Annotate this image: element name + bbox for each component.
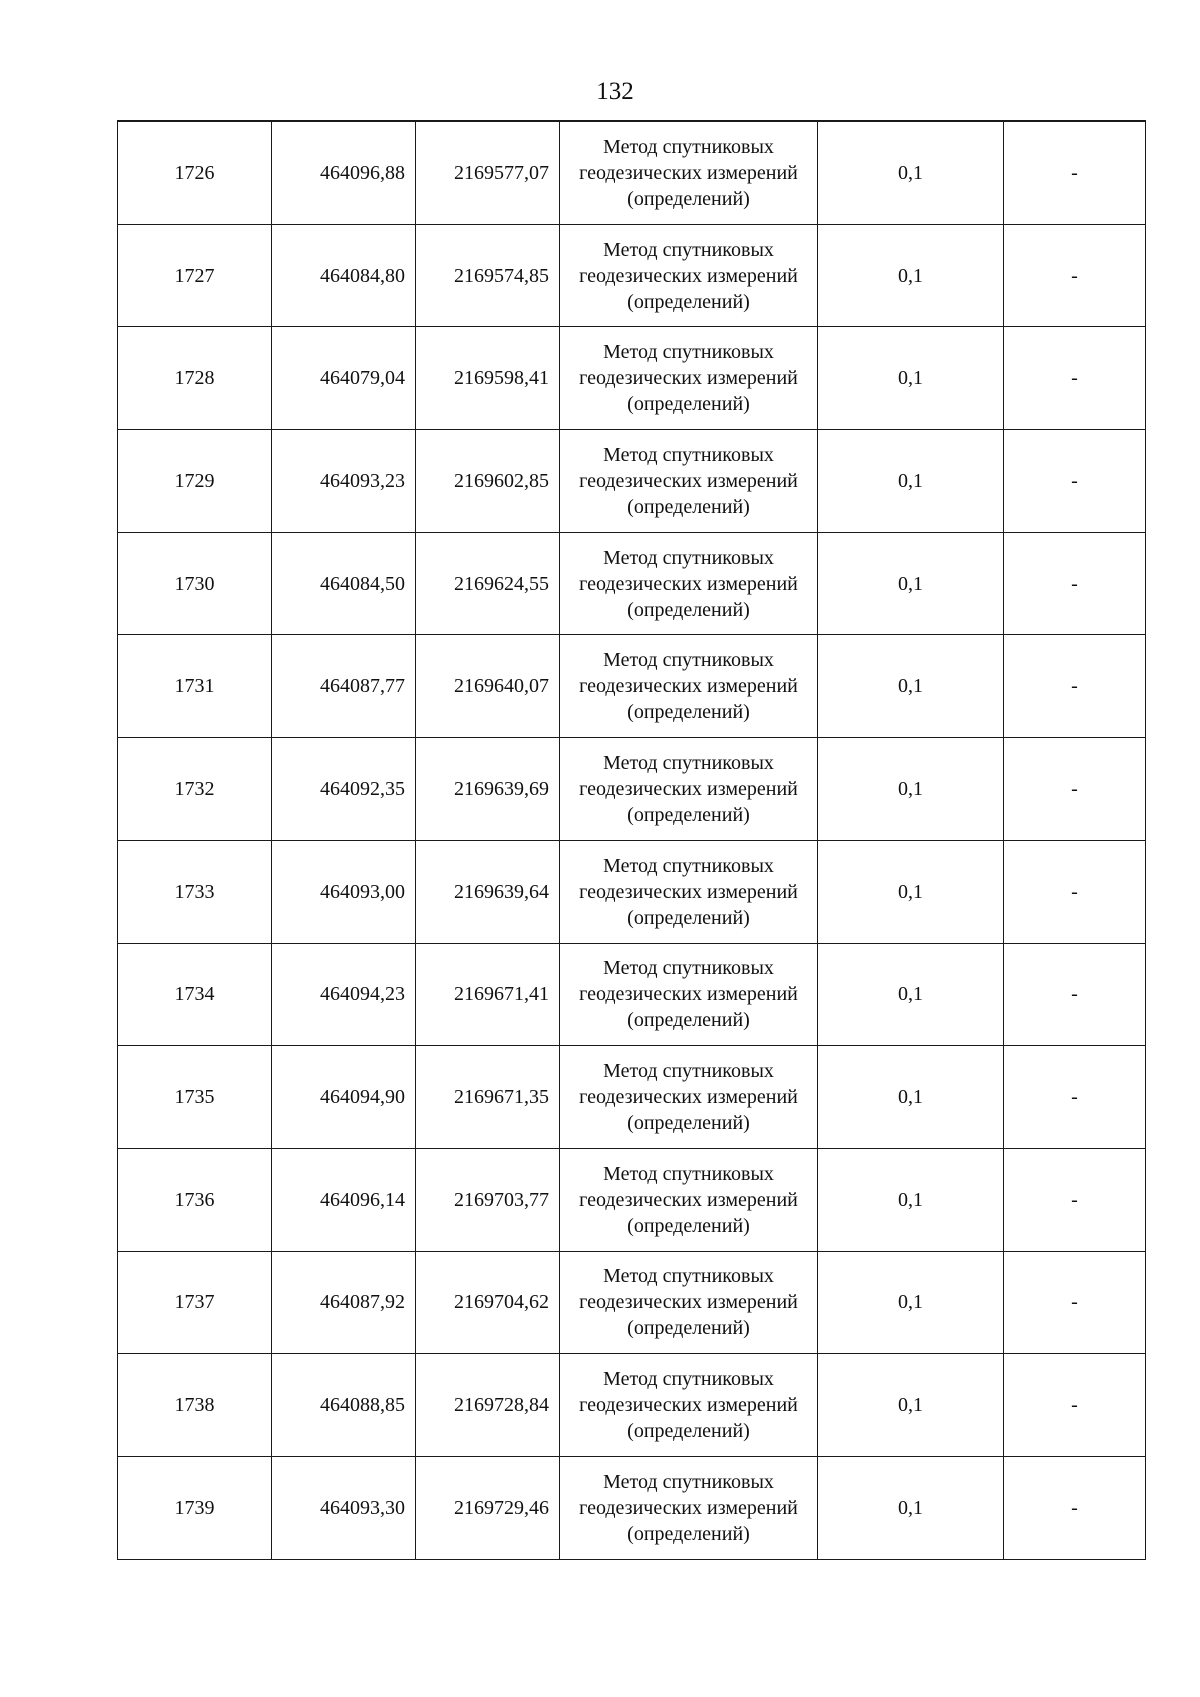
table-row bbox=[118, 121, 1146, 224]
method-line: Метод спутниковых bbox=[603, 546, 774, 569]
note-cell: - bbox=[1004, 224, 1146, 327]
accuracy-cell: 0,1 bbox=[818, 224, 1004, 327]
note-cell: - bbox=[1004, 738, 1146, 841]
accuracy-cell: 0,1 bbox=[818, 1456, 1004, 1559]
y-coordinate-cell: 2169639,69 bbox=[416, 738, 560, 841]
x-coordinate-cell: 464093,23 bbox=[272, 430, 416, 533]
table-row bbox=[118, 430, 1146, 533]
note-cell: - bbox=[1004, 1354, 1146, 1457]
page-number: 132 bbox=[596, 78, 634, 105]
method-line: Метод спутниковых bbox=[603, 957, 774, 980]
point-number-cell: 1739 bbox=[118, 1456, 272, 1559]
method-line: геодезических измерений bbox=[579, 469, 798, 492]
table-row bbox=[118, 840, 1146, 943]
x-coordinate-cell: 464084,50 bbox=[272, 532, 416, 635]
method-line: геодезических измерений bbox=[579, 367, 798, 390]
method-line: Метод спутниковых bbox=[603, 1162, 774, 1185]
table-row bbox=[118, 635, 1146, 738]
y-coordinate-cell: 2169639,64 bbox=[416, 840, 560, 943]
table-row bbox=[118, 532, 1146, 635]
x-coordinate-cell: 464093,30 bbox=[272, 1456, 416, 1559]
x-coordinate-cell: 464096,14 bbox=[272, 1148, 416, 1251]
method-line: геодезических измерений bbox=[579, 161, 798, 184]
table-body bbox=[118, 121, 1146, 1559]
method-line: геодезических измерений bbox=[579, 983, 798, 1006]
y-coordinate-cell: 2169640,07 bbox=[416, 635, 560, 738]
table-row bbox=[118, 327, 1146, 430]
method-line: (определений) bbox=[627, 598, 750, 621]
x-coordinate-cell: 464088,85 bbox=[272, 1354, 416, 1457]
y-coordinate-cell: 2169602,85 bbox=[416, 430, 560, 533]
method-line: Метод спутниковых bbox=[603, 649, 774, 672]
method-line: (определений) bbox=[627, 393, 750, 416]
method-cell bbox=[560, 1148, 818, 1251]
method-line: Метод спутниковых bbox=[603, 443, 774, 466]
table-row bbox=[118, 224, 1146, 327]
accuracy-cell: 0,1 bbox=[818, 327, 1004, 430]
x-coordinate-cell: 464094,90 bbox=[272, 1046, 416, 1149]
note-cell: - bbox=[1004, 121, 1146, 224]
method-cell bbox=[560, 224, 818, 327]
method-line: геодезических измерений bbox=[579, 572, 798, 595]
method-line: геодезических измерений bbox=[579, 1086, 798, 1109]
note-cell: - bbox=[1004, 1046, 1146, 1149]
x-coordinate-cell: 464094,23 bbox=[272, 943, 416, 1046]
note-cell: - bbox=[1004, 943, 1146, 1046]
point-number-cell: 1733 bbox=[118, 840, 272, 943]
method-cell bbox=[560, 1251, 818, 1354]
method-line: геодезических измерений bbox=[579, 880, 798, 903]
note-cell: - bbox=[1004, 1456, 1146, 1559]
method-line: Метод спутниковых bbox=[603, 1368, 774, 1391]
method-cell bbox=[560, 1046, 818, 1149]
method-line: (определений) bbox=[627, 1522, 750, 1545]
accuracy-cell: 0,1 bbox=[818, 1354, 1004, 1457]
method-line: (определений) bbox=[627, 1317, 750, 1340]
note-cell: - bbox=[1004, 430, 1146, 533]
method-line: (определений) bbox=[627, 495, 750, 518]
method-cell bbox=[560, 738, 818, 841]
method-line: Метод спутниковых bbox=[603, 238, 774, 261]
y-coordinate-cell: 2169728,84 bbox=[416, 1354, 560, 1457]
y-coordinate-cell: 2169598,41 bbox=[416, 327, 560, 430]
method-line: (определений) bbox=[627, 701, 750, 724]
table-row bbox=[118, 738, 1146, 841]
method-line: Метод спутниковых bbox=[603, 751, 774, 774]
note-cell: - bbox=[1004, 532, 1146, 635]
method-line: Метод спутниковых bbox=[603, 341, 774, 364]
note-cell: - bbox=[1004, 840, 1146, 943]
y-coordinate-cell: 2169671,35 bbox=[416, 1046, 560, 1149]
point-number-cell: 1727 bbox=[118, 224, 272, 327]
x-coordinate-cell: 464079,04 bbox=[272, 327, 416, 430]
method-cell bbox=[560, 635, 818, 738]
method-line: (определений) bbox=[627, 290, 750, 313]
method-line: Метод спутниковых bbox=[603, 135, 774, 158]
method-cell bbox=[560, 327, 818, 430]
method-line: (определений) bbox=[627, 1214, 750, 1237]
method-line: Метод спутниковых bbox=[603, 1060, 774, 1083]
y-coordinate-cell: 2169624,55 bbox=[416, 532, 560, 635]
method-line: геодезических измерений bbox=[579, 1394, 798, 1417]
point-number-cell: 1734 bbox=[118, 943, 272, 1046]
point-number-cell: 1729 bbox=[118, 430, 272, 533]
method-line: (определений) bbox=[627, 1009, 750, 1032]
note-cell: - bbox=[1004, 327, 1146, 430]
x-coordinate-cell: 464084,80 bbox=[272, 224, 416, 327]
y-coordinate-cell: 2169704,62 bbox=[416, 1251, 560, 1354]
x-coordinate-cell: 464087,92 bbox=[272, 1251, 416, 1354]
table-row bbox=[118, 1456, 1146, 1559]
method-cell bbox=[560, 430, 818, 533]
accuracy-cell: 0,1 bbox=[818, 121, 1004, 224]
accuracy-cell: 0,1 bbox=[818, 943, 1004, 1046]
table-row bbox=[118, 1046, 1146, 1149]
accuracy-cell: 0,1 bbox=[818, 1148, 1004, 1251]
table-row bbox=[118, 1251, 1146, 1354]
method-line: геодезических измерений bbox=[579, 1496, 798, 1519]
accuracy-cell: 0,1 bbox=[818, 635, 1004, 738]
point-number-cell: 1737 bbox=[118, 1251, 272, 1354]
method-cell bbox=[560, 121, 818, 224]
coordinates-table bbox=[117, 120, 1146, 1560]
method-line: Метод спутниковых bbox=[603, 854, 774, 877]
note-cell: - bbox=[1004, 635, 1146, 738]
point-number-cell: 1731 bbox=[118, 635, 272, 738]
method-line: (определений) bbox=[627, 803, 750, 826]
method-line: Метод спутниковых bbox=[603, 1470, 774, 1493]
method-cell bbox=[560, 532, 818, 635]
method-line: (определений) bbox=[627, 1420, 750, 1443]
point-number-cell: 1726 bbox=[118, 121, 272, 224]
method-line: геодезических измерений bbox=[579, 1291, 798, 1314]
accuracy-cell: 0,1 bbox=[818, 430, 1004, 533]
point-number-cell: 1732 bbox=[118, 738, 272, 841]
method-line: Метод спутниковых bbox=[603, 1265, 774, 1288]
y-coordinate-cell: 2169729,46 bbox=[416, 1456, 560, 1559]
table-row bbox=[118, 943, 1146, 1046]
y-coordinate-cell: 2169671,41 bbox=[416, 943, 560, 1046]
point-number-cell: 1730 bbox=[118, 532, 272, 635]
x-coordinate-cell: 464087,77 bbox=[272, 635, 416, 738]
method-line: геодезических измерений bbox=[579, 1188, 798, 1211]
y-coordinate-cell: 2169703,77 bbox=[416, 1148, 560, 1251]
accuracy-cell: 0,1 bbox=[818, 1046, 1004, 1149]
accuracy-cell: 0,1 bbox=[818, 1251, 1004, 1354]
y-coordinate-cell: 2169577,07 bbox=[416, 121, 560, 224]
method-line: (определений) bbox=[627, 906, 750, 929]
method-line: геодезических измерений bbox=[579, 675, 798, 698]
y-coordinate-cell: 2169574,85 bbox=[416, 224, 560, 327]
method-cell bbox=[560, 1354, 818, 1457]
note-cell: - bbox=[1004, 1251, 1146, 1354]
method-cell bbox=[560, 1456, 818, 1559]
x-coordinate-cell: 464096,88 bbox=[272, 121, 416, 224]
method-line: (определений) bbox=[627, 1112, 750, 1135]
point-number-cell: 1735 bbox=[118, 1046, 272, 1149]
point-number-cell: 1738 bbox=[118, 1354, 272, 1457]
x-coordinate-cell: 464093,00 bbox=[272, 840, 416, 943]
x-coordinate-cell: 464092,35 bbox=[272, 738, 416, 841]
accuracy-cell: 0,1 bbox=[818, 738, 1004, 841]
method-line: геодезических измерений bbox=[579, 264, 798, 287]
table-row bbox=[118, 1354, 1146, 1457]
point-number-cell: 1736 bbox=[118, 1148, 272, 1251]
method-cell bbox=[560, 943, 818, 1046]
accuracy-cell: 0,1 bbox=[818, 840, 1004, 943]
table-row bbox=[118, 1148, 1146, 1251]
method-cell bbox=[560, 840, 818, 943]
method-line: геодезических измерений bbox=[579, 777, 798, 800]
method-line: (определений) bbox=[627, 187, 750, 210]
point-number-cell: 1728 bbox=[118, 327, 272, 430]
accuracy-cell: 0,1 bbox=[818, 532, 1004, 635]
note-cell: - bbox=[1004, 1148, 1146, 1251]
